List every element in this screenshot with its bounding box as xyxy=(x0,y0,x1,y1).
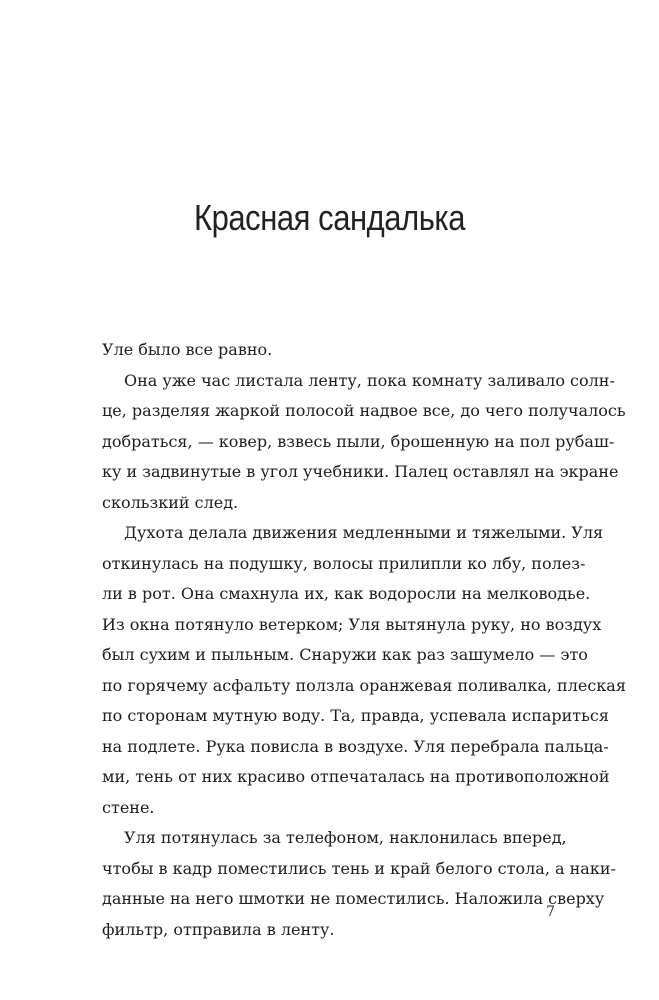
text-line: Уле было все равно. xyxy=(102,340,273,359)
text-line: стене. xyxy=(102,797,155,817)
page-number: 7 xyxy=(546,904,555,920)
text-line: Она уже час листала ленту, пока комнату заливало солн- xyxy=(124,370,615,390)
text-line: был сухим и пыльным. Снаружи как раз зашумело — это xyxy=(102,645,588,664)
text-line: ку и задвинутые в угол учебники. Палец оставлял на экране xyxy=(102,462,619,481)
text-line: ми, тень от них красиво отпечаталась на противоположной xyxy=(102,767,610,786)
chapter-title: Красная сандалька xyxy=(193,197,466,238)
text-line: ли в рот. Она смахнула их, как водоросли на мелководье. xyxy=(102,584,591,603)
chapter-body xyxy=(102,335,626,945)
text-line: скользкий след. xyxy=(102,492,239,512)
text-line: Из окна потянуло ветерком; Уля вытянула руку, но воздух xyxy=(102,614,602,634)
text-line: откинулась на подушку, волосы прилипли ко лбу, полез- xyxy=(102,553,586,573)
text-line: це, разделяя жаркой полосой надвое все, до чего получалось xyxy=(102,401,626,420)
text-line: на подлете. Рука повисла в воздухе. Уля перебрала пальца- xyxy=(102,736,609,756)
text-line: по горячему асфальту ползла оранжевая поливалка, плеская xyxy=(102,675,626,695)
text-line: по сторонам мутную воду. Та, правда, успевала испариться xyxy=(102,706,609,725)
text-line: чтобы в кадр поместились тень и край белого стола, а наки- xyxy=(102,858,616,878)
text-line: Духота делала движения медленными и тяжелыми. Уля xyxy=(124,523,604,542)
text-line: данные на него шмотки не поместились. Наложила сверху xyxy=(102,889,605,908)
text-line: добраться, — ковер, взвесь пыли, брошенную на пол рубаш- xyxy=(102,431,615,451)
text-line: фильтр, отправила в ленту. xyxy=(102,919,335,939)
text-line: Уля потянулась за телефоном, наклонилась вперед, xyxy=(124,828,567,847)
